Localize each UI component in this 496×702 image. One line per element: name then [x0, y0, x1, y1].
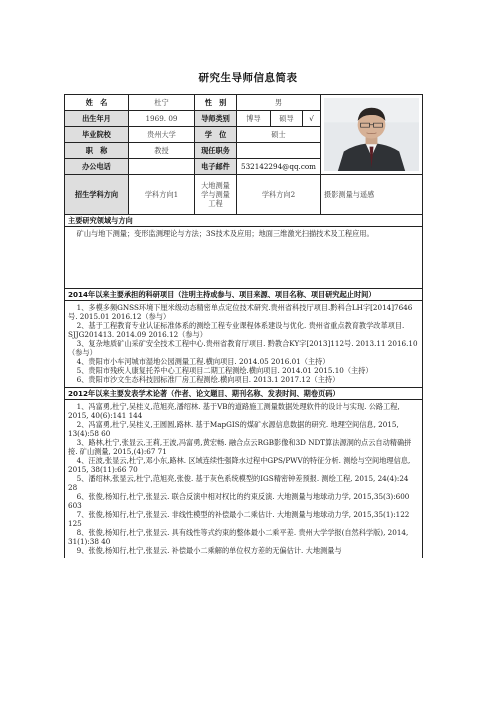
list-item: 2、基于工程教育专业认证标准体系的测绘工程专业课程体系建设与优化. 贵州省重点教育教学改革项目. SJJG201413. 2014.09 2016.12（参与）	[68, 321, 405, 339]
title-label: 职 称	[65, 143, 129, 159]
row-papers-head	[65, 388, 423, 400]
dir2-label: 学科方向2	[237, 175, 321, 215]
phone-label: 办公电话	[65, 159, 129, 175]
research-heading: 主要研究领域与方向	[65, 215, 423, 227]
school-value: 贵州大学	[129, 127, 195, 143]
list-item: 2、冯富勇,杜宁,吴桂义,王圆圆,路林. 基于MapGIS的煤矿水源信息数据的研究. 地理空间信息, 2015, 13(4):58 60	[68, 420, 399, 438]
list-item: 4、汪波,张显云,杜宁,邓小东,路林. 区域连续性强降水过程中GPS/PWV的特征分析. 测绘与空间地理信息, 2015, 38(11):66 70	[68, 456, 411, 474]
research-text: 矿山与地下测量；变形监测理论与方法；3S技术及应用；地面三维激光扫描技术及工程应用。	[76, 229, 374, 238]
enroll-label: 招生学科方向	[65, 175, 129, 215]
row-research-body	[65, 227, 423, 289]
list-item: 6、贵阳市沙文生态科技园标准厂房工程测绘.横向项目. 2013.1 2017.12（主持）	[76, 375, 340, 384]
row-papers-body	[65, 400, 423, 559]
list-item: 7、张俊,杨知行,杜宁,张显云. 非线性模型的补偿最小二乘估计. 大地测量与地球动力学, 2015,35(1):122 125	[68, 510, 410, 528]
type-master: 硕导	[271, 111, 303, 127]
email-label: 电子邮件	[195, 159, 237, 175]
row-research-head	[65, 215, 423, 227]
position-label: 现任职务	[195, 143, 237, 159]
list-item: 8、张俊,杨知行,杜宁,张显云. 具有线性等式约束的整体最小二乘平差. 贵州大学学报(自然科学版), 2014, 31(1):38 40	[68, 528, 409, 546]
list-item: 3、复杂地质矿山采矿安全技术工程中心.贵州省教育厅项目. 黔教合KY字[2013]112号. 2013.11 2016.10（参与）	[68, 339, 418, 357]
papers-heading: 2012年以来主要发表学术论著（作者、论文题目、期刊名称、发表时间、期卷页码）	[65, 388, 423, 400]
list-item: 4、贵阳市小车河城市湿地公园测量工程.横向项目. 2014.05 2016.01（主持）	[76, 357, 330, 366]
photo-cell	[321, 95, 423, 175]
row-projects-body	[65, 301, 423, 388]
school-label: 毕业院校	[65, 127, 129, 143]
row-projects-head	[65, 289, 423, 301]
row-name	[65, 95, 423, 111]
birth-value: 1969. 09	[129, 111, 195, 127]
list-item: 1、冯富勇,杜宁,吴桂义,范旭亮,潘绍林. 基于VB的道路施工测量数据处理软件的设计与实现. 公路工程, 2015, 40(6):141 144	[68, 402, 400, 420]
list-item: 5、贵阳市残疾人康复托养中心工程项目二期工程测绘.横向项目. 2014.01 2015.10（主持）	[76, 366, 373, 375]
type-check: √	[303, 111, 321, 127]
projects-heading: 2014年以来主要承担的科研项目（注明主持或参与、项目来源、项目名称、项目研究起止时间）	[65, 289, 423, 301]
person-photo-icon	[324, 98, 419, 171]
name-label: 姓 名	[65, 95, 129, 111]
title-value: 教授	[129, 143, 195, 159]
row-enroll	[65, 175, 423, 215]
gender-label: 性 别	[195, 95, 237, 111]
dir1-label: 学科方向1	[129, 175, 195, 215]
gender-value: 男	[237, 95, 321, 111]
degree-label: 学 位	[195, 127, 237, 143]
dir1-value: 大地测量学与测量工程	[195, 175, 237, 215]
name-value: 杜宁	[129, 95, 195, 111]
dir2-value: 摄影测量与遥感	[321, 175, 423, 215]
list-item: 6、张俊,杨知行,杜宁,张显云. 联合反演中相对权比的约束反演. 大地测量与地球动力学, 2015,35(3):600 603	[68, 492, 410, 510]
list-item: 3、路林,杜宁,张显云,王莉,王波,冯富勇,黄宏畅. 融合点云RGB影像和3D NDT算法源洞的点云自动精确拼接. 矿山测量, 2015,(4):67 71	[68, 438, 412, 456]
degree-value: 硕士	[237, 127, 321, 143]
advisor-info-table	[64, 94, 423, 558]
list-item: 1、多模多频GNSS环境下厘米级动态精密单点定位技术研究.贵州省科技厅项目.黔科合LH字[2014]7646号. 2015.01 2016.12（参与）	[68, 303, 413, 321]
list-item: 5、潘绍林,张显云,杜宁,范旭亮,张俊. 基于灰色系统模型的IGS精密钟差预报. 测绘工程, 2015, 24(4):24 28	[68, 474, 409, 492]
email-value: 532142294@qq.com	[237, 159, 321, 175]
type-doctor: 博导	[237, 111, 271, 127]
list-item: 9、张俊,杨知行,杜宁,张显云. 补偿最小二乘解的单位权方差的无偏估计. 大地测量与	[76, 546, 342, 555]
phone-value	[129, 159, 195, 175]
birth-label: 出生年月	[65, 111, 129, 127]
position-value	[237, 143, 321, 159]
page-title: 研究生导师信息简表	[198, 72, 298, 84]
type-label: 导师类别	[195, 111, 237, 127]
